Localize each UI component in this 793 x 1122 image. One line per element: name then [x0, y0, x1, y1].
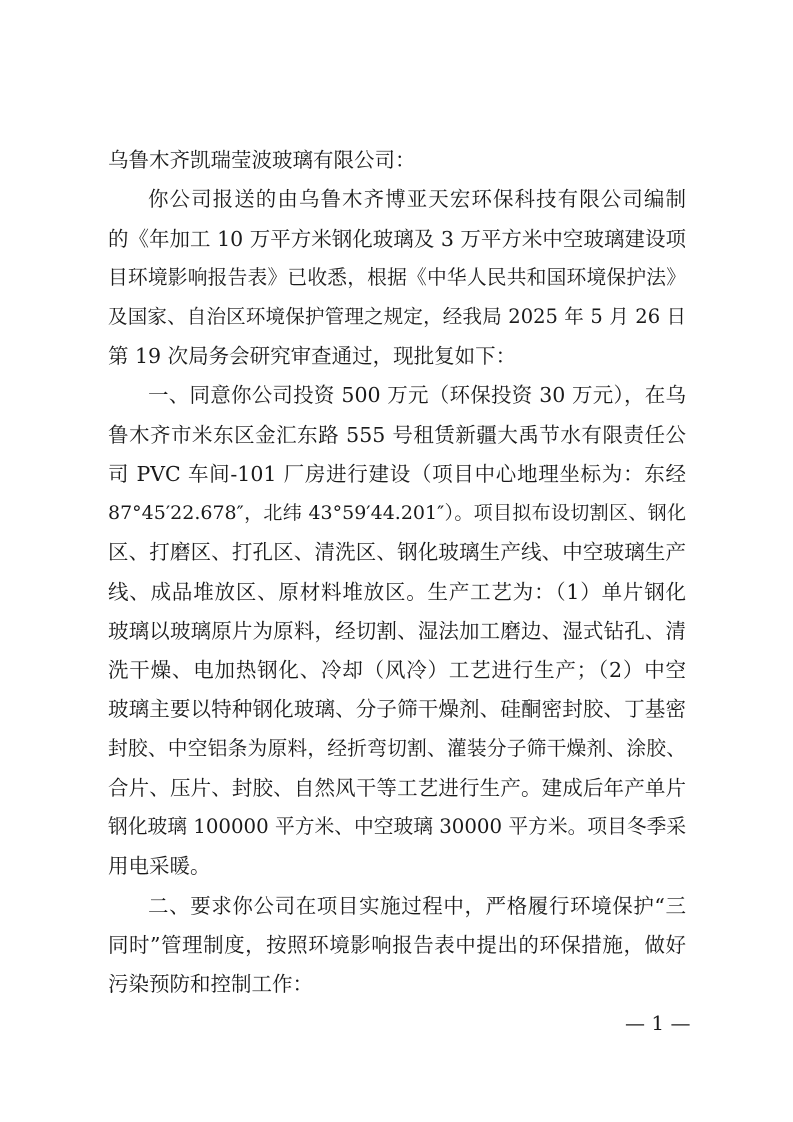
paragraph-2-line: 合片、压片、封胶、自然风干等工艺进行生产。建成后年产单片 — [108, 776, 686, 800]
salutation: 乌鲁木齐凯瑞莹波玻璃有限公司： — [108, 148, 416, 172]
paragraph-2-line: 区、打磨区、打孔区、清洗区、钢化玻璃生产线、中空玻璃生产 — [108, 540, 686, 564]
paragraph-1-line: 及国家、自治区环境保护管理之规定，经我局 2025 年 5 月 26 日 — [108, 305, 686, 328]
paragraph-1-line: 你公司报送的由乌鲁木齐博亚天宏环保科技有限公司编制 — [148, 187, 686, 211]
paragraph-2-line: 洗干燥、电加热钢化、冷却（风冷）工艺进行生产；（2）中空 — [108, 658, 686, 682]
paragraph-1-line: 的《年加工 10 万平方米钢化玻璃及 3 万平方米中空玻璃建设项 — [108, 227, 686, 251]
page-number: — 1 — — [625, 1011, 691, 1035]
paragraph-2-line: 钢化玻璃 100000 平方米、中空玻璃 30000 平方米。项目冬季采 — [108, 815, 686, 838]
paragraph-2-line: 玻璃以玻璃原片为原料，经切割、湿法加工磨边、湿式钻孔、清 — [108, 619, 686, 643]
paragraph-2-line: 鲁木齐市米东区金汇东路 555 号租赁新疆大禹节水有限责任公 — [108, 423, 686, 447]
paragraph-1-line: 目环境影响报告表》已收悉，根据《中华人民共和国环境保护法》 — [108, 266, 686, 289]
paragraph-3-line: 二、要求你公司在项目实施过程中，严格履行环境保护“三 — [148, 894, 686, 918]
paragraph-1-line: 第 19 次局务会研究审查通过，现批复如下： — [108, 344, 517, 368]
paragraph-2-line: 用电采暖。 — [108, 854, 211, 878]
paragraph-2-line: 司 PVC 车间-101 厂房进行建设（项目中心地理坐标为：东经 — [108, 462, 686, 486]
paragraph-2-line: 87°45′22.678″，北纬 43°59′44.201″）。项目拟布设切割区、钢化 — [108, 502, 686, 524]
paragraph-3-line: 同时”管理制度，按照环境影响报告表中提出的环保措施，做好 — [108, 933, 686, 957]
paragraph-2-line: 封胶、中空铝条为原料，经折弯切割、灌装分子筛干燥剂、涂胶、 — [108, 737, 686, 760]
paragraph-3-line: 污染预防和控制工作： — [108, 972, 313, 996]
paragraph-2-line: 玻璃主要以特种钢化玻璃、分子筛干燥剂、硅酮密封胶、丁基密 — [108, 697, 686, 721]
paragraph-2-line: 一、同意你公司投资 500 万元（环保投资 30 万元），在乌 — [148, 383, 686, 407]
paragraph-2-line: 线、成品堆放区、原材料堆放区。生产工艺为：（1）单片钢化 — [108, 580, 686, 604]
